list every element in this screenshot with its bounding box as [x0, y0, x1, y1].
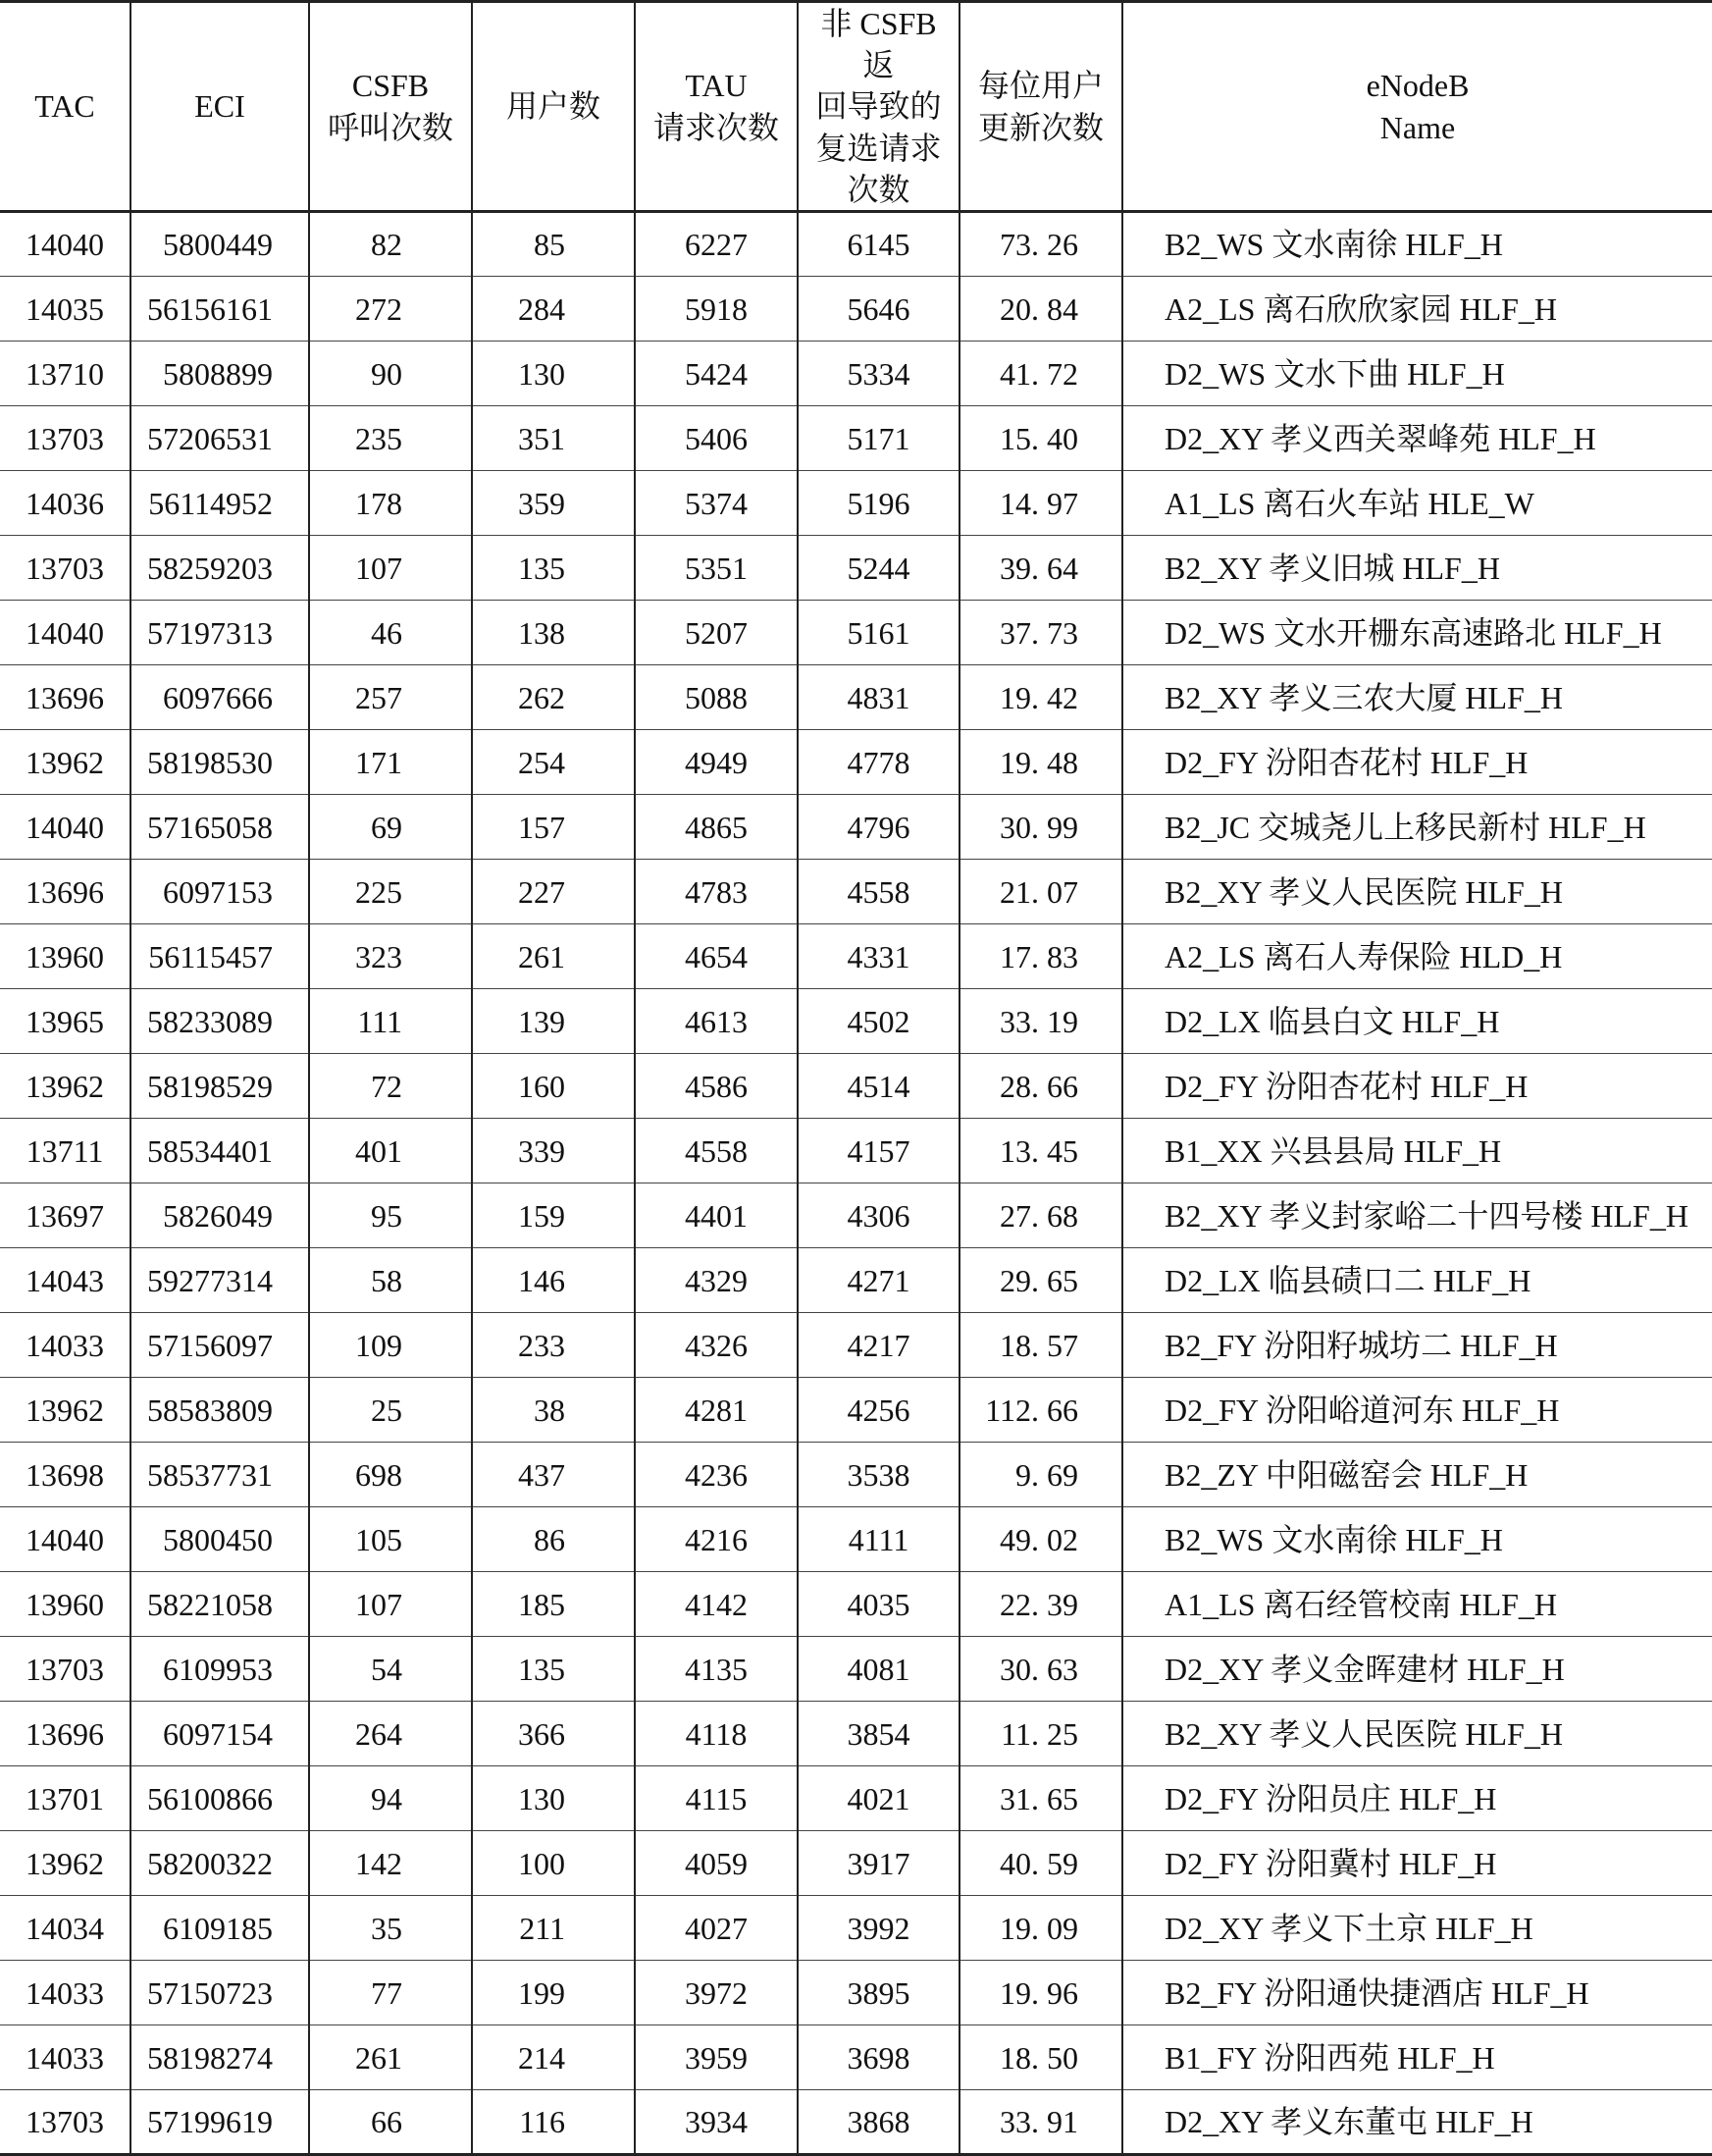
table-row — [0, 1896, 1712, 1961]
cell-reselect-requests: 3854 — [798, 1702, 960, 1766]
cell-reselect-requests: 4111 — [798, 1507, 960, 1572]
cell-enodeb-name: D2_FY 汾阳杏花村 HLF_H — [1122, 730, 1712, 795]
cell-eci: 57150723 — [130, 1961, 309, 2025]
table-row — [0, 1248, 1712, 1313]
cell-updates-per-user: 19. 48 — [960, 730, 1122, 795]
cell-reselect-requests: 5334 — [798, 342, 960, 406]
cell-tac: 13711 — [0, 1119, 130, 1183]
cell-eci: 56100866 — [130, 1766, 309, 1831]
cell-tac: 13696 — [0, 1702, 130, 1766]
cell-reselect-requests: 3917 — [798, 1831, 960, 1896]
cell-eci: 5800450 — [130, 1507, 309, 1572]
cell-csfb-calls: 142 — [309, 1831, 472, 1896]
cell-updates-per-user: 14. 97 — [960, 471, 1122, 536]
cell-updates-per-user: 30. 99 — [960, 795, 1122, 860]
cell-users: 233 — [472, 1313, 635, 1378]
table-row — [0, 1443, 1712, 1507]
cell-tac: 14040 — [0, 212, 130, 277]
cell-tau-requests: 4281 — [635, 1378, 798, 1443]
cell-tau-requests: 4586 — [635, 1054, 798, 1119]
cell-csfb-calls: 698 — [309, 1443, 472, 1507]
cell-updates-per-user: 39. 64 — [960, 536, 1122, 601]
cell-updates-per-user: 112. 66 — [960, 1378, 1122, 1443]
cell-updates-per-user: 11. 25 — [960, 1702, 1122, 1766]
cell-enodeb-name: D2_XY 孝义西关翠峰苑 HLF_H — [1122, 406, 1712, 471]
cell-updates-per-user: 28. 66 — [960, 1054, 1122, 1119]
cell-updates-per-user: 18. 50 — [960, 2025, 1122, 2090]
cell-tac: 14033 — [0, 2025, 130, 2090]
cell-users: 38 — [472, 1378, 635, 1443]
cell-updates-per-user: 21. 07 — [960, 860, 1122, 924]
cell-enodeb-name: B2_WS 文水南徐 HLF_H — [1122, 212, 1712, 277]
cell-tac: 14040 — [0, 795, 130, 860]
cell-reselect-requests: 4502 — [798, 989, 960, 1054]
cell-updates-per-user: 29. 65 — [960, 1248, 1122, 1313]
table-row — [0, 342, 1712, 406]
cell-csfb-calls: 111 — [309, 989, 472, 1054]
cell-enodeb-name: D2_LX 临县白文 HLF_H — [1122, 989, 1712, 1054]
table-row — [0, 1831, 1712, 1896]
cell-csfb-calls: 72 — [309, 1054, 472, 1119]
cell-eci: 57206531 — [130, 406, 309, 471]
table-row — [0, 601, 1712, 665]
cell-users: 199 — [472, 1961, 635, 2025]
cell-updates-per-user: 13. 45 — [960, 1119, 1122, 1183]
header-users: 用户数 — [472, 2, 635, 212]
table-row — [0, 1507, 1712, 1572]
table-row — [0, 1119, 1712, 1183]
cell-tau-requests: 5351 — [635, 536, 798, 601]
cell-csfb-calls: 95 — [309, 1183, 472, 1248]
cell-enodeb-name: B2_XY 孝义人民医院 HLF_H — [1122, 860, 1712, 924]
cell-csfb-calls: 94 — [309, 1766, 472, 1831]
cell-eci: 6097666 — [130, 665, 309, 730]
cell-reselect-requests: 5196 — [798, 471, 960, 536]
header-eci: ECI — [130, 2, 309, 212]
cell-updates-per-user: 73. 26 — [960, 212, 1122, 277]
cell-updates-per-user: 49. 02 — [960, 1507, 1122, 1572]
cell-tau-requests: 5406 — [635, 406, 798, 471]
cell-users: 214 — [472, 2025, 635, 2090]
cell-reselect-requests: 3992 — [798, 1896, 960, 1961]
cell-eci: 58198529 — [130, 1054, 309, 1119]
cell-enodeb-name: A2_LS 离石人寿保险 HLD_H — [1122, 924, 1712, 989]
cell-tac: 13696 — [0, 860, 130, 924]
cell-csfb-calls: 82 — [309, 212, 472, 277]
cell-reselect-requests: 5646 — [798, 277, 960, 342]
cell-eci: 56114952 — [130, 471, 309, 536]
cell-tau-requests: 3972 — [635, 1961, 798, 2025]
cell-reselect-requests: 3538 — [798, 1443, 960, 1507]
cell-updates-per-user: 27. 68 — [960, 1183, 1122, 1248]
cell-reselect-requests: 3868 — [798, 2090, 960, 2155]
cell-tac: 13962 — [0, 1054, 130, 1119]
header-enodeb-name: eNodeB Name — [1122, 2, 1712, 212]
cell-csfb-calls: 401 — [309, 1119, 472, 1183]
cell-users: 159 — [472, 1183, 635, 1248]
cell-tac: 13703 — [0, 406, 130, 471]
cell-enodeb-name: D2_XY 孝义东董屯 HLF_H — [1122, 2090, 1712, 2155]
cell-reselect-requests: 4081 — [798, 1637, 960, 1702]
cell-users: 86 — [472, 1507, 635, 1572]
cell-tac: 14033 — [0, 1961, 130, 2025]
cell-enodeb-name: D2_WS 文水开栅东高速路北 HLF_H — [1122, 601, 1712, 665]
cell-users: 135 — [472, 536, 635, 601]
cell-eci: 6097153 — [130, 860, 309, 924]
cell-enodeb-name: B2_XY 孝义封家峪二十四号楼 HLF_H — [1122, 1183, 1712, 1248]
cell-enodeb-name: D2_XY 孝义下土京 HLF_H — [1122, 1896, 1712, 1961]
cell-updates-per-user: 37. 73 — [960, 601, 1122, 665]
cell-updates-per-user: 20. 84 — [960, 277, 1122, 342]
cell-tau-requests: 4558 — [635, 1119, 798, 1183]
cell-tac: 13962 — [0, 730, 130, 795]
header-tac: TAC — [0, 2, 130, 212]
cell-csfb-calls: 77 — [309, 1961, 472, 2025]
cell-reselect-requests: 4217 — [798, 1313, 960, 1378]
cell-users: 227 — [472, 860, 635, 924]
table-row — [0, 1961, 1712, 2025]
cell-eci: 58537731 — [130, 1443, 309, 1507]
cell-tau-requests: 4236 — [635, 1443, 798, 1507]
header-updates-per-user: 每位用户 更新次数 — [960, 2, 1122, 212]
cell-tac: 14040 — [0, 601, 130, 665]
cell-tau-requests: 4329 — [635, 1248, 798, 1313]
table-row — [0, 795, 1712, 860]
cell-tac: 14033 — [0, 1313, 130, 1378]
table-row — [0, 989, 1712, 1054]
cell-reselect-requests: 5244 — [798, 536, 960, 601]
cell-enodeb-name: D2_WS 文水下曲 HLF_H — [1122, 342, 1712, 406]
cell-tau-requests: 4613 — [635, 989, 798, 1054]
cell-csfb-calls: 105 — [309, 1507, 472, 1572]
cell-enodeb-name: A2_LS 离石欣欣家园 HLF_H — [1122, 277, 1712, 342]
cell-csfb-calls: 66 — [309, 2090, 472, 2155]
cell-csfb-calls: 69 — [309, 795, 472, 860]
cell-csfb-calls: 171 — [309, 730, 472, 795]
cell-eci: 5800449 — [130, 212, 309, 277]
cell-reselect-requests: 4796 — [798, 795, 960, 860]
cell-tau-requests: 6227 — [635, 212, 798, 277]
cell-users: 262 — [472, 665, 635, 730]
cell-tac: 13962 — [0, 1831, 130, 1896]
cell-tac: 13962 — [0, 1378, 130, 1443]
cell-tau-requests: 4115 — [635, 1766, 798, 1831]
cell-tac: 13965 — [0, 989, 130, 1054]
table-row — [0, 1572, 1712, 1637]
table-row — [0, 1054, 1712, 1119]
table-row — [0, 1702, 1712, 1766]
cell-enodeb-name: B2_ZY 中阳磁窑会 HLF_H — [1122, 1443, 1712, 1507]
cell-tau-requests: 3959 — [635, 2025, 798, 2090]
table-row — [0, 406, 1712, 471]
cell-eci: 58198274 — [130, 2025, 309, 2090]
cell-tau-requests: 4142 — [635, 1572, 798, 1637]
cell-tac: 13703 — [0, 2090, 130, 2155]
table-row — [0, 2090, 1712, 2155]
header-tau-requests: TAU 请求次数 — [635, 2, 798, 212]
cell-users: 130 — [472, 1766, 635, 1831]
cell-tac: 13703 — [0, 536, 130, 601]
cell-eci: 5826049 — [130, 1183, 309, 1248]
cell-enodeb-name: B2_XY 孝义人民医院 HLF_H — [1122, 1702, 1712, 1766]
cell-updates-per-user: 17. 83 — [960, 924, 1122, 989]
cell-users: 130 — [472, 342, 635, 406]
cell-tac: 14040 — [0, 1507, 130, 1572]
cell-reselect-requests: 5161 — [798, 601, 960, 665]
cell-csfb-calls: 107 — [309, 1572, 472, 1637]
cell-updates-per-user: 30. 63 — [960, 1637, 1122, 1702]
cell-updates-per-user: 33. 19 — [960, 989, 1122, 1054]
cell-eci: 59277314 — [130, 1248, 309, 1313]
cell-tac: 14036 — [0, 471, 130, 536]
cell-users: 138 — [472, 601, 635, 665]
table-row — [0, 2025, 1712, 2090]
cell-tau-requests: 4118 — [635, 1702, 798, 1766]
cell-tau-requests: 4654 — [635, 924, 798, 989]
cell-csfb-calls: 35 — [309, 1896, 472, 1961]
table-row — [0, 1637, 1712, 1702]
cell-enodeb-name: D2_FY 汾阳冀村 HLF_H — [1122, 1831, 1712, 1896]
cell-reselect-requests: 4514 — [798, 1054, 960, 1119]
cell-updates-per-user: 22. 39 — [960, 1572, 1122, 1637]
cell-users: 254 — [472, 730, 635, 795]
cell-users: 160 — [472, 1054, 635, 1119]
cell-csfb-calls: 261 — [309, 2025, 472, 2090]
cell-csfb-calls: 54 — [309, 1637, 472, 1702]
cell-reselect-requests: 5171 — [798, 406, 960, 471]
cell-csfb-calls: 25 — [309, 1378, 472, 1443]
cell-eci: 56156161 — [130, 277, 309, 342]
cell-enodeb-name: D2_FY 汾阳峪道河东 HLF_H — [1122, 1378, 1712, 1443]
cell-eci: 58233089 — [130, 989, 309, 1054]
cell-users: 157 — [472, 795, 635, 860]
table-row — [0, 860, 1712, 924]
cell-tac: 13703 — [0, 1637, 130, 1702]
cell-reselect-requests: 4331 — [798, 924, 960, 989]
cell-updates-per-user: 15. 40 — [960, 406, 1122, 471]
cell-updates-per-user: 19. 96 — [960, 1961, 1122, 2025]
cell-users: 284 — [472, 277, 635, 342]
table-row — [0, 1766, 1712, 1831]
cell-tac: 13697 — [0, 1183, 130, 1248]
cell-users: 437 — [472, 1443, 635, 1507]
table-row — [0, 665, 1712, 730]
table-header — [0, 2, 1712, 212]
cell-eci: 56115457 — [130, 924, 309, 989]
cell-enodeb-name: B2_XY 孝义三农大厦 HLF_H — [1122, 665, 1712, 730]
cell-eci: 6097154 — [130, 1702, 309, 1766]
cell-eci: 57165058 — [130, 795, 309, 860]
cell-tac: 13710 — [0, 342, 130, 406]
cell-eci: 58200322 — [130, 1831, 309, 1896]
cell-eci: 57197313 — [130, 601, 309, 665]
cell-tau-requests: 5088 — [635, 665, 798, 730]
cell-enodeb-name: B2_XY 孝义旧城 HLF_H — [1122, 536, 1712, 601]
cell-csfb-calls: 235 — [309, 406, 472, 471]
cell-users: 366 — [472, 1702, 635, 1766]
cell-users: 359 — [472, 471, 635, 536]
cell-tau-requests: 4216 — [635, 1507, 798, 1572]
cell-enodeb-name: B2_FY 汾阳籽城坊二 HLF_H — [1122, 1313, 1712, 1378]
cell-tau-requests: 5374 — [635, 471, 798, 536]
header-row — [0, 2, 1712, 212]
cell-csfb-calls: 46 — [309, 601, 472, 665]
cell-tac: 14035 — [0, 277, 130, 342]
cell-eci: 57199619 — [130, 2090, 309, 2155]
cell-tau-requests: 5918 — [635, 277, 798, 342]
cell-tau-requests: 5207 — [635, 601, 798, 665]
cell-users: 261 — [472, 924, 635, 989]
cell-enodeb-name: B2_WS 文水南徐 HLF_H — [1122, 1507, 1712, 1572]
cell-reselect-requests: 3895 — [798, 1961, 960, 2025]
header-reselect-requests: 非 CSFB 返 回导致的 复选请求 次数 — [798, 2, 960, 212]
cell-users: 85 — [472, 212, 635, 277]
cell-reselect-requests: 3698 — [798, 2025, 960, 2090]
cell-enodeb-name: B1_FY 汾阳西苑 HLF_H — [1122, 2025, 1712, 2090]
cell-updates-per-user: 18. 57 — [960, 1313, 1122, 1378]
cell-users: 139 — [472, 989, 635, 1054]
cell-eci: 58198530 — [130, 730, 309, 795]
cell-tac: 13960 — [0, 1572, 130, 1637]
cell-csfb-calls: 272 — [309, 277, 472, 342]
cell-users: 339 — [472, 1119, 635, 1183]
cell-tau-requests: 4949 — [635, 730, 798, 795]
cell-tac: 13696 — [0, 665, 130, 730]
table-row — [0, 1313, 1712, 1378]
cell-eci: 6109185 — [130, 1896, 309, 1961]
cell-updates-per-user: 40. 59 — [960, 1831, 1122, 1896]
cell-reselect-requests: 4035 — [798, 1572, 960, 1637]
cell-reselect-requests: 4256 — [798, 1378, 960, 1443]
cell-updates-per-user: 9. 69 — [960, 1443, 1122, 1507]
cell-updates-per-user: 41. 72 — [960, 342, 1122, 406]
table-row — [0, 212, 1712, 277]
cell-enodeb-name: D2_FY 汾阳杏花村 HLF_H — [1122, 1054, 1712, 1119]
cell-tau-requests: 4783 — [635, 860, 798, 924]
cell-csfb-calls: 107 — [309, 536, 472, 601]
cell-enodeb-name: D2_LX 临县碛口二 HLF_H — [1122, 1248, 1712, 1313]
cell-enodeb-name: D2_XY 孝义金晖建材 HLF_H — [1122, 1637, 1712, 1702]
table-row — [0, 730, 1712, 795]
cell-tau-requests: 4135 — [635, 1637, 798, 1702]
table-row — [0, 1378, 1712, 1443]
cell-enodeb-name: B1_XX 兴县县局 HLF_H — [1122, 1119, 1712, 1183]
cell-csfb-calls: 58 — [309, 1248, 472, 1313]
cell-tac: 13698 — [0, 1443, 130, 1507]
table-row — [0, 536, 1712, 601]
cell-users: 351 — [472, 406, 635, 471]
cell-tau-requests: 4401 — [635, 1183, 798, 1248]
cell-eci: 57156097 — [130, 1313, 309, 1378]
cell-eci: 5808899 — [130, 342, 309, 406]
cell-enodeb-name: D2_FY 汾阳员庄 HLF_H — [1122, 1766, 1712, 1831]
cell-eci: 58259203 — [130, 536, 309, 601]
cell-reselect-requests: 4778 — [798, 730, 960, 795]
cell-users: 211 — [472, 1896, 635, 1961]
cell-users: 116 — [472, 2090, 635, 2155]
cell-csfb-calls: 178 — [309, 471, 472, 536]
cell-users: 135 — [472, 1637, 635, 1702]
cell-users: 146 — [472, 1248, 635, 1313]
cell-enodeb-name: A1_LS 离石经管校南 HLF_H — [1122, 1572, 1712, 1637]
cell-users: 185 — [472, 1572, 635, 1637]
table-row — [0, 1183, 1712, 1248]
cell-eci: 58221058 — [130, 1572, 309, 1637]
cell-tac: 14034 — [0, 1896, 130, 1961]
cell-tau-requests: 5424 — [635, 342, 798, 406]
cell-tac: 14043 — [0, 1248, 130, 1313]
cell-csfb-calls: 90 — [309, 342, 472, 406]
cell-updates-per-user: 19. 09 — [960, 1896, 1122, 1961]
cell-enodeb-name: A1_LS 离石火车站 HLE_W — [1122, 471, 1712, 536]
cell-csfb-calls: 257 — [309, 665, 472, 730]
cell-reselect-requests: 4021 — [798, 1766, 960, 1831]
cell-csfb-calls: 109 — [309, 1313, 472, 1378]
cell-tau-requests: 4059 — [635, 1831, 798, 1896]
cell-updates-per-user: 19. 42 — [960, 665, 1122, 730]
cell-csfb-calls: 264 — [309, 1702, 472, 1766]
cell-updates-per-user: 31. 65 — [960, 1766, 1122, 1831]
cell-reselect-requests: 4157 — [798, 1119, 960, 1183]
cell-reselect-requests: 4306 — [798, 1183, 960, 1248]
cell-reselect-requests: 4831 — [798, 665, 960, 730]
cell-eci: 58583809 — [130, 1378, 309, 1443]
table-row — [0, 471, 1712, 536]
cell-reselect-requests: 6145 — [798, 212, 960, 277]
table-row — [0, 277, 1712, 342]
header-csfb-calls: CSFB 呼叫次数 — [309, 2, 472, 212]
cell-eci: 58534401 — [130, 1119, 309, 1183]
cell-csfb-calls: 323 — [309, 924, 472, 989]
cell-users: 100 — [472, 1831, 635, 1896]
table-body — [0, 212, 1712, 2155]
cell-tau-requests: 4027 — [635, 1896, 798, 1961]
cell-reselect-requests: 4558 — [798, 860, 960, 924]
cell-csfb-calls: 225 — [309, 860, 472, 924]
table-row — [0, 924, 1712, 989]
cell-enodeb-name: B2_JC 交城尧儿上移民新村 HLF_H — [1122, 795, 1712, 860]
cell-tac: 13960 — [0, 924, 130, 989]
cell-reselect-requests: 4271 — [798, 1248, 960, 1313]
cell-tau-requests: 3934 — [635, 2090, 798, 2155]
cell-tau-requests: 4326 — [635, 1313, 798, 1378]
cell-eci: 6109953 — [130, 1637, 309, 1702]
cell-enodeb-name: B2_FY 汾阳通快捷酒店 HLF_H — [1122, 1961, 1712, 2025]
cell-tau-requests: 4865 — [635, 795, 798, 860]
cell-tac: 13701 — [0, 1766, 130, 1831]
cell-updates-per-user: 33. 91 — [960, 2090, 1122, 2155]
